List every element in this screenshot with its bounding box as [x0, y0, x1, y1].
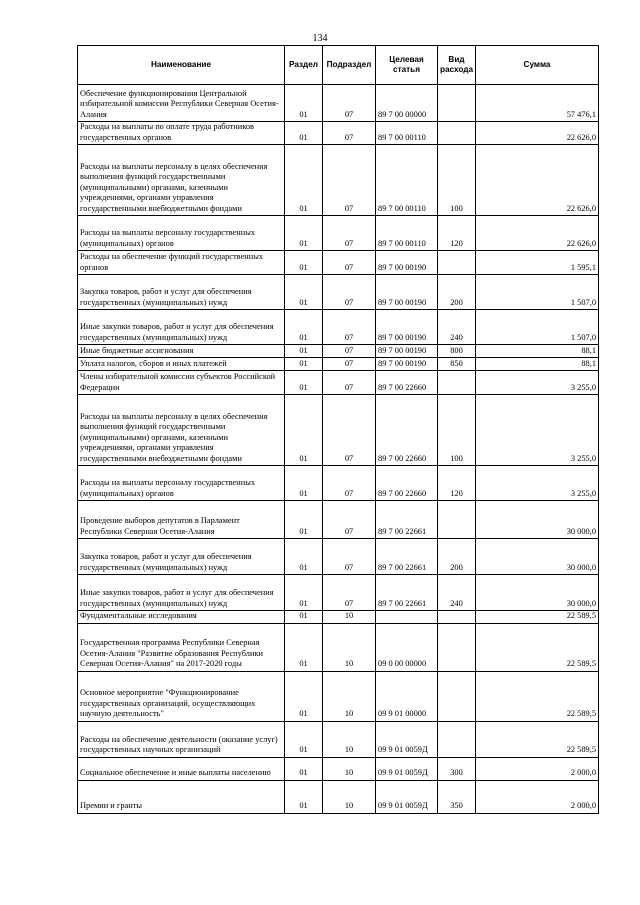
header-summa: Сумма — [476, 46, 599, 85]
cell-statia: 89 7 00 00110 — [376, 216, 438, 251]
cell-statia: 89 7 00 00110 — [376, 145, 438, 216]
table-row — [78, 358, 599, 371]
cell-razdel: 01 — [285, 539, 323, 575]
cell-razdel: 01 — [285, 122, 323, 145]
cell-razdel: 01 — [285, 345, 323, 358]
cell-statia: 89 7 00 00110 — [376, 122, 438, 145]
table-body — [78, 85, 599, 814]
table-row — [78, 122, 599, 145]
cell-razdel: 01 — [285, 358, 323, 371]
cell-vid: 100 — [438, 395, 476, 466]
cell-podrazdel: 07 — [323, 275, 376, 310]
cell-summa: 22 589,5 — [476, 671, 599, 721]
cell-statia: 89 7 00 00190 — [376, 345, 438, 358]
cell-summa: 1 507,0 — [476, 275, 599, 310]
cell-podrazdel: 10 — [323, 780, 376, 813]
cell-podrazdel: 07 — [323, 575, 376, 611]
cell-name-text: Социальное обеспечение и иные выплаты населению — [80, 768, 271, 777]
cell-razdel: 01 — [285, 623, 323, 671]
cell-name — [78, 721, 285, 757]
cell-name — [78, 780, 285, 813]
cell-vid — [438, 501, 476, 539]
cell-podrazdel: 10 — [323, 757, 376, 780]
cell-name-text: Проведение выборов депутатов в Парламент Республики Северная Осетия-Алания — [80, 516, 240, 536]
cell-summa: 3 255,0 — [476, 466, 599, 501]
cell-statia: 89 7 00 22661 — [376, 539, 438, 575]
cell-name — [78, 85, 285, 122]
cell-razdel: 01 — [285, 85, 323, 122]
cell-razdel: 01 — [285, 145, 323, 216]
cell-name — [78, 623, 285, 671]
cell-summa: 22 589,5 — [476, 623, 599, 671]
cell-name — [78, 757, 285, 780]
cell-summa: 88,1 — [476, 358, 599, 371]
cell-name-text: Основное мероприятие "Функционирование государственных организаций, осуществляющих научную деятельность" — [80, 688, 256, 718]
table-header-row — [78, 46, 599, 85]
cell-vid: 850 — [438, 358, 476, 371]
cell-podrazdel: 07 — [323, 501, 376, 539]
cell-statia: 09 0 00 00000 — [376, 623, 438, 671]
cell-statia: 89 7 00 00190 — [376, 275, 438, 310]
cell-summa: 1 507,0 — [476, 310, 599, 345]
cell-name-text: Члены избирательной комиссии субъектов Российской Федерации — [80, 372, 276, 392]
cell-razdel: 01 — [285, 371, 323, 395]
cell-vid: 240 — [438, 310, 476, 345]
cell-razdel: 01 — [285, 671, 323, 721]
table-row — [78, 85, 599, 122]
cell-name — [78, 216, 285, 251]
cell-summa: 3 255,0 — [476, 395, 599, 466]
cell-razdel: 01 — [285, 501, 323, 539]
cell-name-text: Обеспечение функционирования Центральной избирательной комиссии Республики Северная Осетия-Алания — [80, 88, 279, 119]
cell-summa: 88,1 — [476, 345, 599, 358]
cell-summa: 30 000,0 — [476, 575, 599, 611]
cell-statia: 89 7 00 22660 — [376, 371, 438, 395]
cell-name — [78, 671, 285, 721]
cell-statia: 09 9 01 0059Д — [376, 721, 438, 757]
cell-statia: 89 7 00 22660 — [376, 466, 438, 501]
cell-name-text: Государственная программа Республики Северная Осетия-Алания "Развитие образования Республики Северная Осетия-Алания" на 2017-2020 годы — [80, 638, 263, 668]
cell-summa: 22 626,0 — [476, 122, 599, 145]
cell-razdel: 01 — [285, 275, 323, 310]
cell-statia: 89 7 00 00190 — [376, 310, 438, 345]
cell-name-text: Иные бюджетные ассигнования — [80, 345, 194, 355]
cell-summa: 22 589,5 — [476, 721, 599, 757]
cell-razdel: 01 — [285, 611, 323, 624]
cell-name — [78, 539, 285, 575]
table-row — [78, 251, 599, 275]
header-podrazdel: Подраздел — [323, 46, 376, 85]
table-row — [78, 575, 599, 611]
cell-name-text: Расходы на выплаты персоналу в целях обеспечения выполнения функций государственными (муниципальными) органами, казенными учреждениями, органами управления государственными внебюджетными фондами — [80, 411, 268, 463]
cell-statia: 89 7 00 22660 — [376, 395, 438, 466]
cell-name-text: Закупка товаров, работ и услуг для обеспечения государственных (муниципальных) нужд — [80, 552, 252, 572]
cell-summa: 30 000,0 — [476, 539, 599, 575]
table-row — [78, 216, 599, 251]
cell-vid: 120 — [438, 216, 476, 251]
cell-summa: 57 476,1 — [476, 85, 599, 122]
cell-vid: 200 — [438, 275, 476, 310]
cell-name-text: Расходы на выплаты по оплате труда работников государственных органов — [80, 122, 254, 142]
cell-statia: 89 7 00 00190 — [376, 251, 438, 275]
cell-name — [78, 275, 285, 310]
cell-vid — [438, 371, 476, 395]
cell-name-text: Расходы на выплаты персоналу государственных (муниципальных) органов — [80, 478, 256, 498]
cell-name — [78, 611, 285, 624]
cell-vid: 800 — [438, 345, 476, 358]
table-row — [78, 345, 599, 358]
cell-vid — [438, 251, 476, 275]
budget-table — [77, 45, 599, 814]
cell-name-text: Иные закупки товаров, работ и услуг для обеспечения государственных (муниципальных) нужд — [80, 322, 274, 342]
cell-name — [78, 345, 285, 358]
cell-podrazdel: 07 — [323, 122, 376, 145]
cell-summa: 3 255,0 — [476, 371, 599, 395]
cell-vid — [438, 85, 476, 122]
header-name: Наименование — [78, 46, 285, 85]
cell-vid: 100 — [438, 145, 476, 216]
cell-vid: 300 — [438, 757, 476, 780]
table-row — [78, 371, 599, 395]
table-row — [78, 466, 599, 501]
header-vid: Вид расхода — [438, 46, 476, 85]
cell-vid — [438, 611, 476, 624]
cell-vid — [438, 623, 476, 671]
cell-name — [78, 358, 285, 371]
cell-podrazdel: 07 — [323, 466, 376, 501]
cell-name-text: Фундаментальные исследования — [80, 611, 197, 620]
table-row — [78, 780, 599, 813]
cell-name — [78, 310, 285, 345]
cell-razdel: 01 — [285, 757, 323, 780]
cell-name — [78, 395, 285, 466]
cell-razdel: 01 — [285, 251, 323, 275]
cell-podrazdel: 07 — [323, 371, 376, 395]
cell-podrazdel: 07 — [323, 539, 376, 575]
cell-summa: 2 000,0 — [476, 780, 599, 813]
cell-vid: 240 — [438, 575, 476, 611]
table-row — [78, 757, 599, 780]
cell-podrazdel: 10 — [323, 611, 376, 624]
table-row — [78, 539, 599, 575]
cell-razdel: 01 — [285, 575, 323, 611]
cell-name — [78, 122, 285, 145]
cell-statia: 09 9 01 0059Д — [376, 780, 438, 813]
cell-name-text: Расходы на выплаты персоналу государственных (муниципальных) органов — [80, 228, 256, 248]
cell-name-text: Расходы на обеспечение деятельности (оказание услуг) государственных научных организаций — [80, 734, 278, 754]
cell-name-text: Расходы на выплаты персоналу в целях обеспечения выполнения функций государственными (муниципальными) органами, казенными учреждениями, органами управления государственными внебюджетными фондами — [80, 161, 268, 213]
cell-vid: 350 — [438, 780, 476, 813]
cell-name-text: Иные закупки товаров, работ и услуг для обеспечения государственных (муниципальных) нужд — [80, 588, 274, 608]
table-row — [78, 395, 599, 466]
cell-name — [78, 371, 285, 395]
cell-name-text: Закупка товаров, работ и услуг для обеспечения государственных (муниципальных) нужд — [80, 287, 252, 307]
cell-name-text: Премии и гранты — [80, 801, 142, 810]
cell-podrazdel: 07 — [323, 216, 376, 251]
table-row — [78, 310, 599, 345]
header-razdel: Раздел — [285, 46, 323, 85]
table-row — [78, 721, 599, 757]
cell-razdel: 01 — [285, 466, 323, 501]
cell-podrazdel: 07 — [323, 395, 376, 466]
cell-name — [78, 575, 285, 611]
cell-summa: 22 626,0 — [476, 216, 599, 251]
cell-statia: 89 7 00 00000 — [376, 85, 438, 122]
table-row — [78, 145, 599, 216]
cell-vid — [438, 671, 476, 721]
cell-statia: 09 9 01 0059Д — [376, 757, 438, 780]
cell-vid: 120 — [438, 466, 476, 501]
cell-razdel: 01 — [285, 721, 323, 757]
cell-razdel: 01 — [285, 395, 323, 466]
cell-razdel: 01 — [285, 216, 323, 251]
cell-podrazdel: 07 — [323, 145, 376, 216]
table-row — [78, 671, 599, 721]
cell-razdel: 01 — [285, 780, 323, 813]
cell-summa: 22 626,0 — [476, 145, 599, 216]
cell-summa: 30 000,0 — [476, 501, 599, 539]
cell-podrazdel: 07 — [323, 251, 376, 275]
page-number: 134 — [312, 33, 328, 44]
cell-statia: 89 7 00 22661 — [376, 501, 438, 539]
table-row — [78, 623, 599, 671]
cell-name — [78, 466, 285, 501]
cell-name-text: Уплата налогов, сборов и иных платежей — [80, 358, 227, 368]
cell-podrazdel: 07 — [323, 358, 376, 371]
cell-razdel: 01 — [285, 310, 323, 345]
table-row — [78, 275, 599, 310]
cell-statia: 89 7 00 22661 — [376, 575, 438, 611]
cell-statia — [376, 611, 438, 624]
cell-name — [78, 251, 285, 275]
table-row — [78, 501, 599, 539]
cell-name — [78, 145, 285, 216]
cell-name-text: Расходы на обеспечение функций государственных органов — [80, 252, 264, 272]
cell-vid — [438, 122, 476, 145]
cell-podrazdel: 07 — [323, 85, 376, 122]
cell-podrazdel: 10 — [323, 721, 376, 757]
cell-statia: 09 9 01 00000 — [376, 671, 438, 721]
cell-vid: 200 — [438, 539, 476, 575]
cell-vid — [438, 721, 476, 757]
table-row — [78, 611, 599, 624]
cell-summa: 22 589,5 — [476, 611, 599, 624]
cell-summa: 1 595,1 — [476, 251, 599, 275]
cell-podrazdel: 10 — [323, 623, 376, 671]
cell-podrazdel: 07 — [323, 345, 376, 358]
header-statia: Целевая статья — [376, 46, 438, 85]
cell-podrazdel: 10 — [323, 671, 376, 721]
cell-statia: 89 7 00 00190 — [376, 358, 438, 371]
cell-podrazdel: 07 — [323, 310, 376, 345]
cell-name — [78, 501, 285, 539]
cell-summa: 2 000,0 — [476, 757, 599, 780]
